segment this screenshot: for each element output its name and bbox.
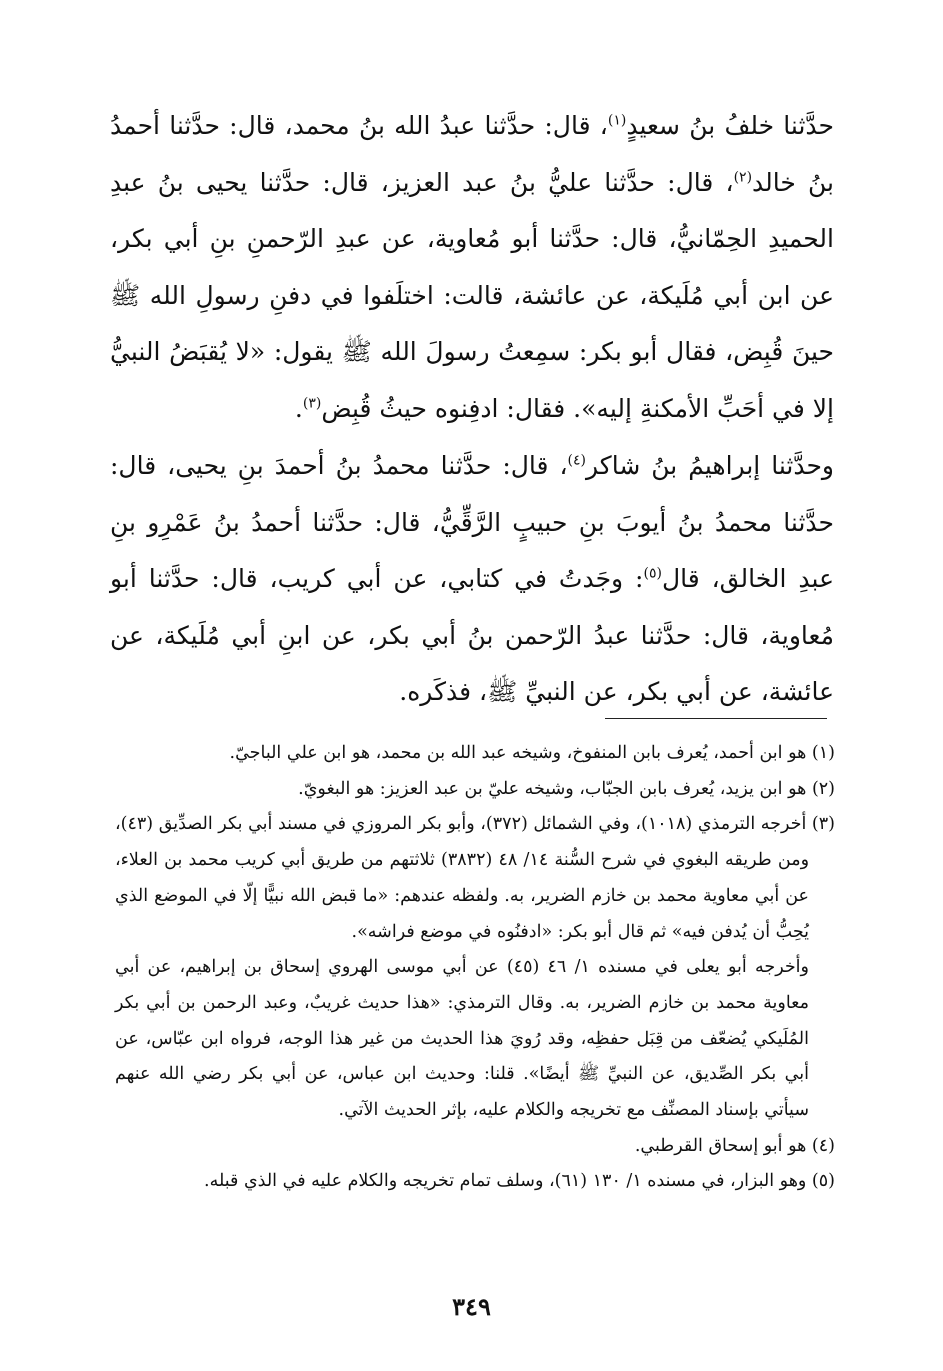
footnote-ref-4[interactable]: (٤): [567, 452, 587, 469]
paragraph-text: وحدَّثنا إبراهيمُ بنُ شاكر: [586, 451, 834, 480]
footnotes-section: [115, 736, 835, 1200]
footnote-1: (١) هو ابن أحمد، يُعرف بابن المنفوخ، وشيخه عبد الله بن محمد، هو ابن علي الباجيّ.: [229, 743, 835, 763]
paragraph-text: .: [294, 393, 303, 423]
footnote-3-continued: وأخرجه أبو يعلى في مسنده ١/ ٤٦ (٤٥) عن أبي موسى الهروي إسحاق بن إبراهيم، عن أبي معاوية محمد بن خازم الضرير، به. وقال الترمذي: «هذا حديث غريبٌ، وعبد الرحمن بن أبي بكر المُلَيكي يُضعّف من قِبَل حفظِه، وقد رُويَ هذا الحديث من غير هذا الوجه، فرواه ابن عبّاس، عن أبي بكر الصِّديق، عن النبيِّ ﷺ أيضًا». قلنا: وحديث ابن عباس، عن أبي بكر رضي الله عنهم سيأتي بإسناد المصنِّف مع تخريجه والكلام عليه، بإثر الحديث الآتي.: [115, 957, 809, 1121]
paragraph-text: : وجَدتُ في كتابي، عن أبي كريب، قال: حدَّثنا أبو مُعاوية، قال: حدَّثنا عبدُ الرّحمن بنُ أبي بكر، عن ابنِ أبي مُلَيكة، عن عائشة، عن أبي بكر، عن النبيِّ ﷺ، فذكَره.: [110, 564, 834, 706]
footnote-ref-1[interactable]: (١): [607, 112, 627, 129]
paragraph-text: ، قال: حدَّثنا عليُّ بنُ عبد العزيز، قال: حدَّثنا يحيى بنُ عبدِ الحميدِ الحِمّانيُّ، قال: حدَّثنا أبو مُعاوية، عن عبدِ الرّحمنِ بنِ أبي بكر، عن ابن أبي مُلَيكة، عن عائشة، قالت: اختلَفوا في دفنِ رسولِ الله ﷺ حينَ قُبِض، فقال أبو بكر: سمِعتُ رسولَ الله ﷺ يقول: «لا يُقبَضُ النبيُّ إلا في أحَبِّ الأمكنةِ إليه». فقال: ادفِنوه حيثُ قُبِض: [110, 167, 834, 423]
footnote-5: (٥) وهو البزار، في مسنده ١/ ١٣٠ (٦١)، وسلف تمام تخريجه والكلام عليه في الذي قبله.: [204, 1171, 835, 1192]
footnote-ref-3[interactable]: (٣): [302, 395, 322, 412]
paragraph-text: حدَّثنا خلفُ بنُ سعيدٍ: [626, 111, 834, 140]
main-paragraph-2: [110, 438, 834, 721]
page-number: ٣٤٩: [452, 1292, 491, 1321]
footnote-divider: [605, 718, 827, 719]
paragraph-text: ، قال: حدَّثنا عبدُ الله بنُ محمد، قال: حدَّثنا أحمدُ بنُ خالد: [110, 111, 835, 197]
main-paragraph-1: [110, 98, 834, 437]
footnote-4: (٤) هو أبو إسحاق القرطبي.: [634, 1135, 835, 1156]
footnote-ref-2[interactable]: (٢): [733, 169, 753, 186]
paragraph-text: ، قال: حدَّثنا محمدُ بنُ أحمدَ بنِ يحيى، قال: حدَّثنا محمدُ بنُ أيوبَ بنِ حبيبٍ الرَّقِّيُّ، قال: حدَّثنا أحمدُ بنُ عَمْرِو بنِ عبدِ الخالق، قال: [110, 451, 834, 593]
footnote-ref-5[interactable]: (٥): [643, 565, 662, 582]
footnote-2: (٢) هو ابن يزيد، يُعرف بابن الجبّاب، وشيخه عليّ بن عبد العزيز: هو البغويّ.: [298, 778, 835, 799]
footnote-3: (٣) أخرجه الترمذي (١٠١٨)، وفي الشمائل (٣٧٢)، وأبو بكر المروزي في مسند أبي بكر الصدِّيق (٤٣)، ومن طريقه البغوي في شرح السُّنة ١٤/ ٤٨ (٣٨٣٢) ثلاثتهم من طريق أبي كريب محمد بن العلاء، عن أبي معاوية محمد بن خازم الضرير، به. ولفظه عندهم: «ما قبض الله نبيًّا إلّا في الموضع الذي يُحِبُّ أن يُدفن فيه» ثم قال أبو بكر: «ادفنُوه في موضع فراشه».: [115, 814, 835, 942]
